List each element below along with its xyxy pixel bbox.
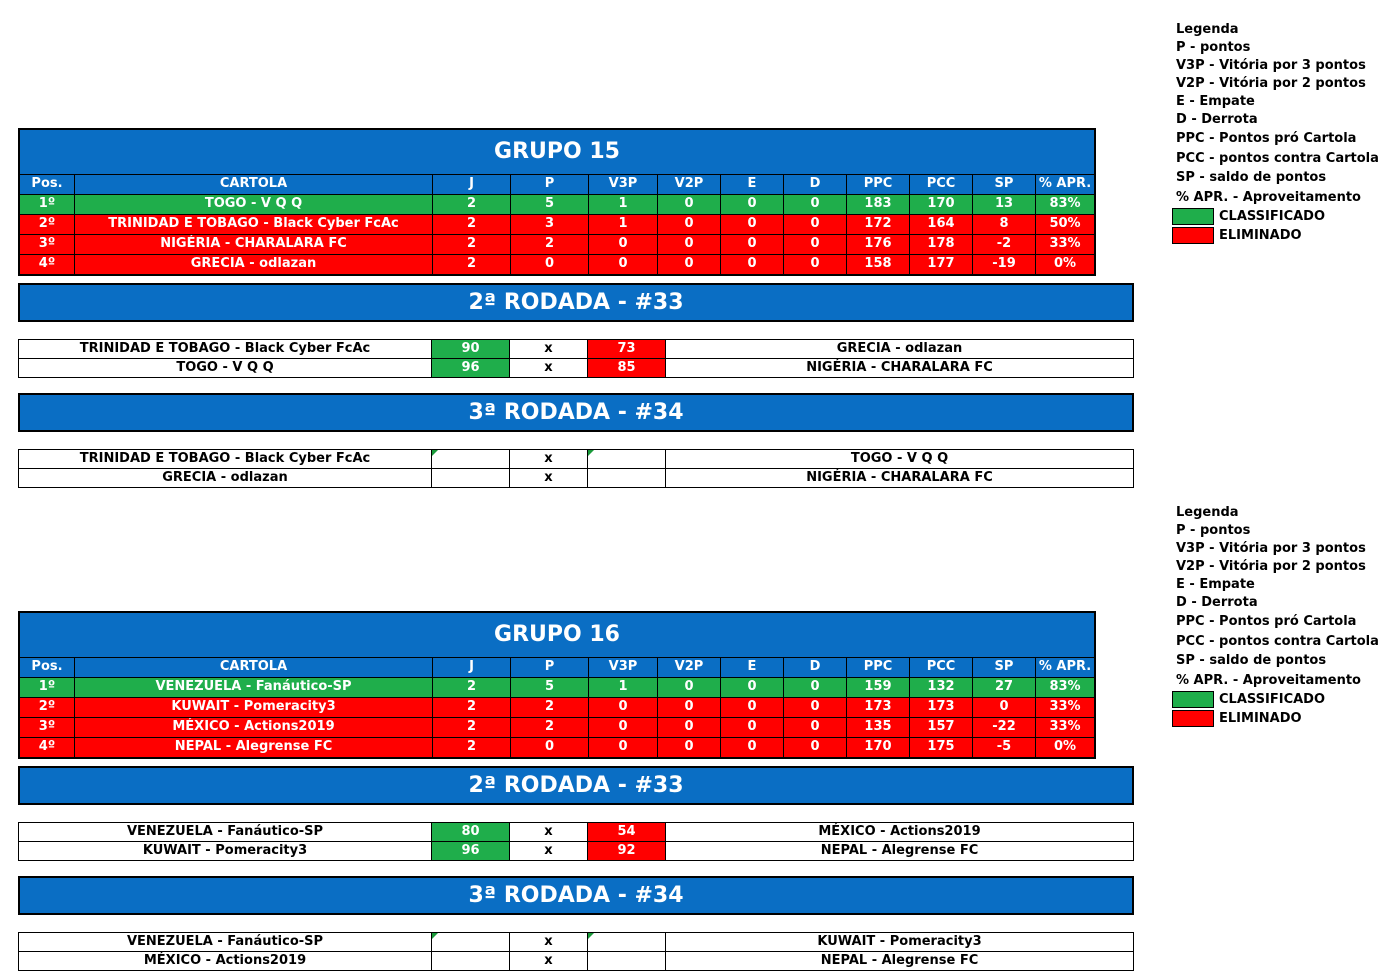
col-v3p-header: V3P [589, 175, 658, 194]
away-team: MÉXICO - Actions2019 [818, 824, 981, 839]
col-j-header: J [433, 175, 511, 194]
team-cell: TRINIDAD E TOBAGO - Black Cyber FcAc [75, 215, 433, 234]
v2p-cell: 0 [658, 718, 721, 737]
group-title: GRUPO 16 [494, 622, 620, 647]
legend-eliminated [1176, 226, 1390, 245]
legend-title: Legenda [1176, 22, 1239, 37]
legend-item: PPC - Pontos pró Cartola [1176, 131, 1357, 146]
e-cell: 0 [721, 195, 784, 214]
d-cell: 0 [784, 195, 847, 214]
col-j-header: J [433, 658, 511, 677]
home-team: GRECIA - odlazan [19, 469, 432, 487]
d-cell: 0 [784, 235, 847, 254]
legend-item: V2P - Vitória por 2 pontos [1176, 559, 1366, 574]
apr-cell: 33% [1049, 719, 1081, 734]
standings-header-row [20, 174, 1094, 194]
v2p-cell: 0 [658, 195, 721, 214]
j-cell: 2 [433, 678, 511, 697]
ppc-cell: 159 [847, 678, 910, 697]
apr-cell: 33% [1049, 699, 1081, 714]
v3p-cell: 0 [589, 738, 658, 757]
legend-item: SP - saldo de pontos [1176, 653, 1327, 668]
p-cell: 2 [511, 718, 589, 737]
e-cell: 0 [721, 718, 784, 737]
home-team: KUWAIT - Pomeracity3 [19, 842, 432, 860]
legend-item: V3P - Vitória por 3 pontos [1176, 58, 1366, 73]
d-cell: 0 [784, 718, 847, 737]
col-e-header: E [721, 658, 784, 677]
away-score-input[interactable] [588, 933, 666, 951]
pcc-cell: 175 [910, 738, 973, 757]
j-cell: 2 [433, 718, 511, 737]
e-cell: 0 [721, 698, 784, 717]
e-cell: 0 [721, 678, 784, 697]
legend [1176, 504, 1390, 728]
sp-cell: -19 [973, 255, 1036, 274]
d-cell: 0 [784, 215, 847, 234]
col-ppc-header: PPC [847, 175, 910, 194]
legend-item: P - pontos [1176, 40, 1251, 55]
legend-item: PCC - pontos contra Cartola [1176, 633, 1379, 649]
col-apr-header: % APR. [1038, 176, 1092, 191]
apr-cell: 83% [1049, 679, 1081, 694]
standings-row [20, 254, 1094, 274]
pos-cell: 4º [20, 255, 75, 274]
pos-cell: 1º [20, 678, 75, 697]
away-team: KUWAIT - Pomeracity3 [817, 934, 982, 949]
d-cell: 0 [784, 738, 847, 757]
standings-row [20, 234, 1094, 254]
e-cell: 0 [721, 255, 784, 274]
versus-separator: x [510, 823, 588, 841]
e-cell: 0 [721, 215, 784, 234]
v3p-cell: 0 [589, 718, 658, 737]
home-score: 80 [432, 823, 510, 841]
round-3-banner: 3ª RODADA - #34 [18, 876, 1134, 915]
group-16-section [0, 483, 1394, 970]
away-score: 92 [588, 842, 666, 860]
legend-item: SP - saldo de pontos [1176, 170, 1327, 185]
classified-swatch [1172, 208, 1214, 225]
sp-cell: -2 [973, 235, 1036, 254]
away-team: NEPAL - Alegrense FC [820, 953, 979, 968]
legend-item: D - Derrota [1176, 112, 1258, 127]
j-cell: 2 [433, 195, 511, 214]
p-cell: 5 [511, 678, 589, 697]
standings-row [20, 737, 1094, 757]
group-title: GRUPO 15 [494, 139, 620, 164]
round-2-matches [18, 822, 1134, 861]
legend-item: E - Empate [1176, 577, 1255, 592]
col-p-header: P [511, 658, 589, 677]
pcc-cell: 164 [910, 215, 973, 234]
col-pcc-header: PCC [910, 658, 973, 677]
legend-title: Legenda [1176, 505, 1239, 520]
round-2-banner: 2ª RODADA - #33 [18, 283, 1134, 322]
standings-row [20, 677, 1094, 697]
home-score: 96 [432, 359, 510, 377]
col-v3p-header: V3P [589, 658, 658, 677]
p-cell: 0 [511, 255, 589, 274]
p-cell: 5 [511, 195, 589, 214]
legend-item: D - Derrota [1176, 595, 1258, 610]
eliminated-swatch [1172, 710, 1214, 727]
team-cell: VENEZUELA - Fanáutico-SP [75, 678, 433, 697]
ppc-cell: 170 [847, 738, 910, 757]
eliminated-label: ELIMINADO [1219, 711, 1302, 726]
versus-separator: x [510, 359, 588, 377]
col-d-header: D [784, 658, 847, 677]
e-cell: 0 [721, 738, 784, 757]
ppc-cell: 158 [847, 255, 910, 274]
legend [1176, 21, 1390, 245]
team-cell: NIGÉRIA - CHARALARA FC [75, 235, 433, 254]
team-cell: TOGO - V Q Q [75, 195, 433, 214]
classified-label: CLASSIFICADO [1219, 692, 1326, 707]
home-score: 90 [432, 340, 510, 358]
away-team: TOGO - V Q Q [850, 451, 949, 466]
eliminated-label: ELIMINADO [1219, 228, 1302, 243]
versus-separator: x [510, 952, 588, 970]
versus-separator: x [510, 469, 588, 487]
legend-item: % APR. - Aproveitamento [1176, 189, 1361, 205]
j-cell: 2 [433, 235, 511, 254]
d-cell: 0 [784, 255, 847, 274]
e-cell: 0 [721, 235, 784, 254]
match-row [19, 823, 1133, 841]
apr-cell: 33% [1049, 236, 1081, 251]
sp-cell: 8 [973, 215, 1036, 234]
home-score-input[interactable] [432, 450, 510, 468]
pos-cell: 3º [20, 718, 75, 737]
pos-cell: 4º [20, 738, 75, 757]
col-p-header: P [511, 175, 589, 194]
pos-cell: 3º [20, 235, 75, 254]
ppc-cell: 173 [847, 698, 910, 717]
pos-cell: 2º [20, 698, 75, 717]
legend-item: V2P - Vitória por 2 pontos [1176, 76, 1366, 91]
col-pos-header: Pos. [20, 658, 75, 677]
ppc-cell: 176 [847, 235, 910, 254]
col-d-header: D [784, 175, 847, 194]
round-2-matches [18, 339, 1134, 378]
pcc-cell: 173 [910, 698, 973, 717]
pcc-cell: 177 [910, 255, 973, 274]
home-team: TRINIDAD E TOBAGO - Black Cyber FcAc [19, 340, 432, 358]
v3p-cell: 0 [589, 255, 658, 274]
v3p-cell: 0 [589, 235, 658, 254]
home-score-input[interactable] [432, 933, 510, 951]
j-cell: 2 [433, 698, 511, 717]
v2p-cell: 0 [658, 738, 721, 757]
team-cell: KUWAIT - Pomeracity3 [75, 698, 433, 717]
standings-table [18, 128, 1096, 276]
round-3-matches [18, 932, 1134, 971]
v3p-cell: 1 [589, 678, 658, 697]
sp-cell: -22 [973, 718, 1036, 737]
round-2-banner: 2ª RODADA - #33 [18, 766, 1134, 805]
legend-item: P - pontos [1176, 523, 1251, 538]
p-cell: 3 [511, 215, 589, 234]
pcc-cell: 157 [910, 718, 973, 737]
d-cell: 0 [784, 678, 847, 697]
pcc-cell: 170 [910, 195, 973, 214]
classified-swatch [1172, 691, 1214, 708]
away-score: 54 [588, 823, 666, 841]
col-pos-header: Pos. [20, 175, 75, 194]
away-score: 85 [588, 359, 666, 377]
col-cartola-header: CARTOLA [75, 658, 433, 677]
legend-item: PCC - pontos contra Cartola [1176, 150, 1379, 166]
match-row [19, 933, 1133, 951]
home-team: VENEZUELA - Fanáutico-SP [19, 933, 432, 951]
p-cell: 2 [511, 235, 589, 254]
eliminated-swatch [1172, 227, 1214, 244]
round-3-banner: 3ª RODADA - #34 [18, 393, 1134, 432]
home-score: 96 [432, 842, 510, 860]
apr-cell: 50% [1049, 216, 1081, 231]
away-score-input[interactable] [588, 450, 666, 468]
apr-cell: 83% [1049, 196, 1081, 211]
apr-cell: 0% [1053, 256, 1077, 271]
v3p-cell: 1 [589, 195, 658, 214]
legend-item: PPC - Pontos pró Cartola [1176, 614, 1357, 629]
v2p-cell: 0 [658, 678, 721, 697]
away-team: GRECIA - odlazan [836, 341, 963, 356]
sp-cell: 0 [973, 698, 1036, 717]
team-cell: NEPAL - Alegrense FC [75, 738, 433, 757]
standings-row [20, 697, 1094, 717]
sp-cell: 13 [973, 195, 1036, 214]
sp-cell: 27 [973, 678, 1036, 697]
legend-eliminated [1176, 709, 1390, 728]
v3p-cell: 0 [589, 698, 658, 717]
col-apr-header: % APR. [1038, 659, 1092, 674]
pos-cell: 1º [20, 195, 75, 214]
p-cell: 0 [511, 738, 589, 757]
ppc-cell: 135 [847, 718, 910, 737]
versus-separator: x [510, 842, 588, 860]
match-row [19, 841, 1133, 860]
home-team: TRINIDAD E TOBAGO - Black Cyber FcAc [19, 450, 432, 468]
j-cell: 2 [433, 255, 511, 274]
col-sp-header: SP [973, 658, 1036, 677]
ppc-cell: 183 [847, 195, 910, 214]
versus-separator: x [510, 340, 588, 358]
d-cell: 0 [784, 698, 847, 717]
standings-row [20, 717, 1094, 737]
col-ppc-header: PPC [847, 658, 910, 677]
legend-item: % APR. - Aproveitamento [1176, 672, 1361, 688]
legend-classified [1176, 690, 1390, 709]
v2p-cell: 0 [658, 215, 721, 234]
v2p-cell: 0 [658, 255, 721, 274]
home-team: TOGO - V Q Q [19, 359, 432, 377]
standings-row [20, 194, 1094, 214]
col-pcc-header: PCC [910, 175, 973, 194]
sp-cell: -5 [973, 738, 1036, 757]
team-cell: GRECIA - odlazan [75, 255, 433, 274]
pcc-cell: 132 [910, 678, 973, 697]
away-team: NIGÉRIA - CHARALARA FC [806, 360, 993, 375]
match-row [19, 358, 1133, 377]
legend-item: V3P - Vitória por 3 pontos [1176, 541, 1366, 556]
ppc-cell: 172 [847, 215, 910, 234]
home-team: VENEZUELA - Fanáutico-SP [19, 823, 432, 841]
team-cell: MÉXICO - Actions2019 [75, 718, 433, 737]
match-row [19, 340, 1133, 358]
pcc-cell: 178 [910, 235, 973, 254]
col-v2p-header: V2P [658, 658, 721, 677]
pos-cell: 2º [20, 215, 75, 234]
v2p-cell: 0 [658, 698, 721, 717]
v2p-cell: 0 [658, 235, 721, 254]
legend-item: E - Empate [1176, 94, 1255, 109]
legend-classified [1176, 207, 1390, 226]
match-row [19, 951, 1133, 970]
col-v2p-header: V2P [658, 175, 721, 194]
j-cell: 2 [433, 738, 511, 757]
classified-label: CLASSIFICADO [1219, 209, 1326, 224]
col-cartola-header: CARTOLA [75, 175, 433, 194]
standings-table [18, 611, 1096, 759]
versus-separator: x [510, 450, 588, 468]
standings-header-row [20, 657, 1094, 677]
p-cell: 2 [511, 698, 589, 717]
match-row [19, 450, 1133, 468]
standings-row [20, 214, 1094, 234]
v3p-cell: 1 [589, 215, 658, 234]
col-sp-header: SP [973, 175, 1036, 194]
away-team: NEPAL - Alegrense FC [820, 843, 979, 858]
away-score: 73 [588, 340, 666, 358]
home-team: MÉXICO - Actions2019 [19, 952, 432, 970]
away-team: NIGÉRIA - CHARALARA FC [806, 470, 993, 485]
home-score-input[interactable] [432, 952, 510, 970]
j-cell: 2 [433, 215, 511, 234]
col-e-header: E [721, 175, 784, 194]
away-score-input[interactable] [588, 952, 666, 970]
apr-cell: 0% [1053, 739, 1077, 754]
versus-separator: x [510, 933, 588, 951]
